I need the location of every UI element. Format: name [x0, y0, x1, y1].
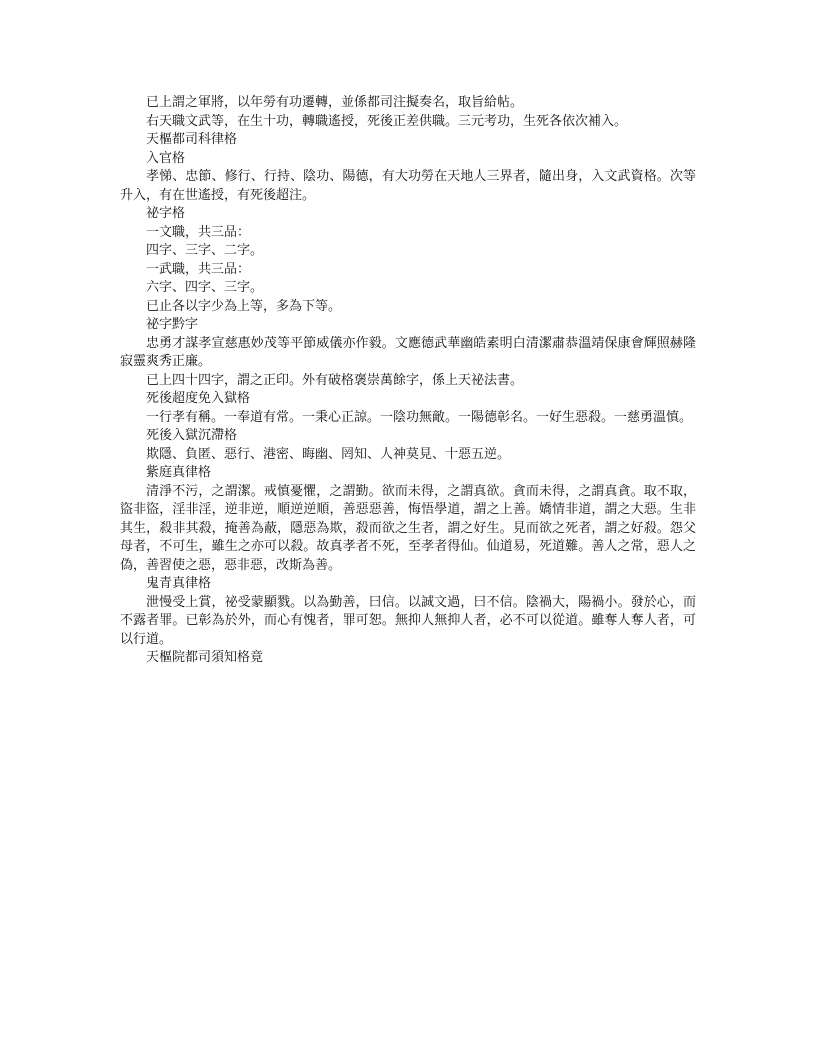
paragraph-guiqing: 泄慢受上賞，祕受蒙顯戮。以為勤善，曰信。以誠文過，曰不信。陰禍大，陽禍小。發於心，而不露者罪。已彰為於外，而心有愧者，罪可恕。無抑人無抑人者，必不可以從道。雖奪人奪人者，可以行道。 [120, 594, 696, 647]
paragraph-mizi-note: 已止各以字少為上等，多為下等。 [146, 298, 342, 314]
paragraph-ruguan: 孝悌、忠節、修行、行持、陰功、陽德，有大功勞在天地人三界者，隨出身，入文武資格。次等升入，有在世遙授，有死後超注。 [120, 169, 696, 203]
paragraph-zhengyin: 已上四十四字，謂之正印。外有破格褒崇萬餘字，係上天祕法書。 [146, 372, 524, 388]
paragraph-chaodu: 一行孝有稱。一奉道有常。一秉心正諒。一陰功無敵。一陽德彰名。一好生惡殺。一慈勇溫慎。 [146, 409, 693, 425]
list-item-wenzhi: 一文職，共三品： [146, 224, 251, 240]
section-heading-chaodu: 死後超度免入獄格 [146, 391, 251, 406]
paragraph-2: 右天職文武等，在生十功，轉職遙授，死後正差供職。三元考功，生死各依次補入。 [146, 113, 628, 129]
section-heading-mizi: 祕字格 [146, 206, 186, 221]
list-item-wuzhi-grades: 六字、四字、三字。 [146, 280, 264, 295]
list-item-wenzhi-grades: 四字、三字、二字。 [146, 243, 264, 258]
document-body [120, 94, 696, 668]
paragraph-ziting: 清淨不污，之謂潔。戒慎憂懼，之謂勤。欲而未得，之謂真欲。貪而未得，之謂真貪。取不取，盜非盜，淫非淫，逆非逆，順逆逆順，善惡惡善，悔悟學道，謂之上善。嬌情非道，謂之大惡。生非其生，殺非其殺，掩善為蔽，隱惡為欺，殺而欲之生者，謂之好生。見而欲之死者，謂之好殺。怨父母者，不可生，雖生之亦可以殺。故真孝者不死，至孝者得仙。仙道易，死道難。善人之常，惡人之偽，善習使之惡，惡非惡，改斯為善。 [120, 483, 696, 573]
section-heading-ruguan: 入官格 [146, 150, 186, 166]
section-heading-tianshu: 天樞都司科律格 [146, 132, 238, 147]
section-heading-mizi-qianzi: 祕字黔字 [146, 317, 199, 332]
closing-line: 天樞院都司須知格竟 [146, 650, 264, 665]
paragraph-1: 已上謂之軍將，以年勞有功遷轉，並係都司注擬奏名，取旨給帖。 [146, 95, 524, 110]
list-item-wuzhi: 一武職，共三品： [146, 261, 251, 277]
section-heading-chenzhi: 死後入獄沉滯格 [146, 428, 238, 443]
section-heading-guiqing: 鬼青真律格 [146, 576, 212, 591]
paragraph-mizi-list: 忠勇才謀孝宣慈惠妙茂等平節威儀亦作毅。文應德武華幽皓素明白清潔肅恭溫靖保康會輝照赫隆寂靈爽秀正廉。 [120, 335, 696, 369]
section-heading-ziting: 紫庭真律格 [146, 465, 212, 480]
paragraph-chenzhi: 欺隱、負匿、惡行、港密、晦幽、罔知、人神莫見、十惡五逆。 [146, 446, 511, 462]
